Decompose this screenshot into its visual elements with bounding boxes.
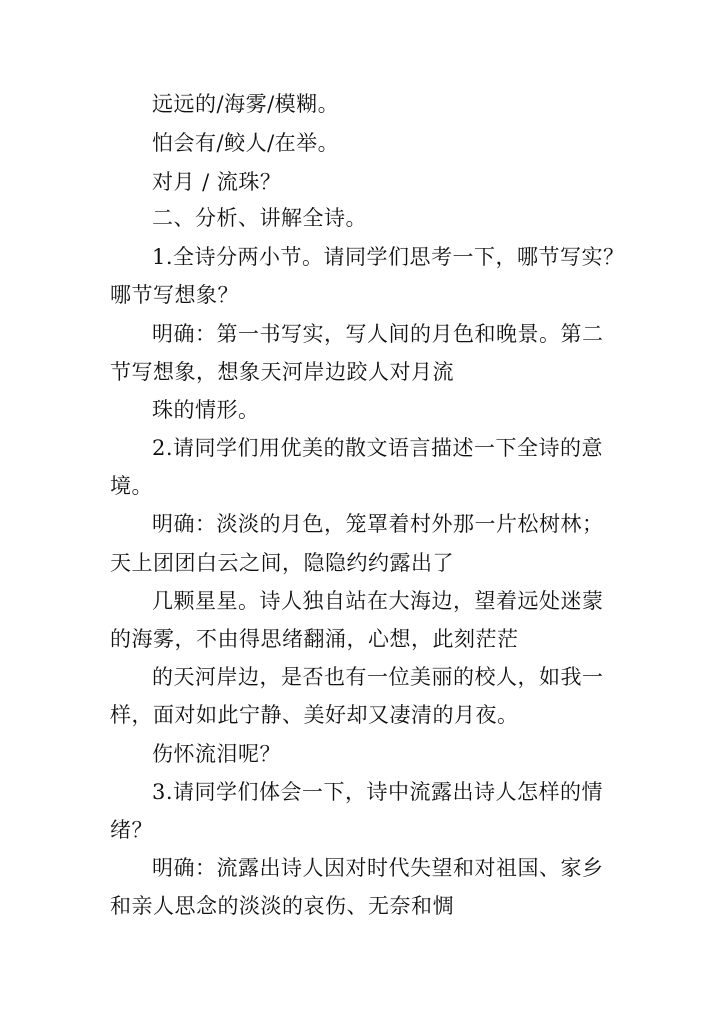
- question-line: 1.全诗分两小节。请同学们思考一下，哪节写实？: [152, 245, 625, 269]
- question-line: 绪？: [110, 818, 153, 842]
- answer-line: 节写想象，想象天河岸边跤人对月流: [110, 360, 454, 384]
- answer-line: 的天河岸边，是否也有一位美丽的校人，如我一: [152, 665, 604, 689]
- text-line: 怕会有/鲛人/在举。: [152, 131, 340, 155]
- question-line: 哪节写想象？: [110, 283, 239, 307]
- question-line: 境。: [110, 474, 153, 498]
- answer-line: 样，面对如此宁静、美好却又凄清的月夜。: [110, 703, 519, 727]
- answer-line: 的海雾，不由得思绪翻涌，心想，此刻茫茫: [110, 627, 519, 651]
- answer-line: 和亲人思念的淡淡的哀伤、无奈和惆: [110, 894, 454, 918]
- question-line: 2.请同学们用优美的散文语言描述一下全诗的意: [152, 436, 604, 460]
- answer-line: 明确：淡淡的月色，笼罩着村外那一片松树林；: [152, 512, 604, 536]
- answer-line: 明确：第一书写实，写人间的月色和晚景。第二: [152, 322, 604, 346]
- answer-line: 伤怀流泪呢？: [152, 742, 281, 766]
- answer-line: 明确：流露出诗人因对时代失望和对祖国、家乡: [152, 856, 604, 880]
- answer-line: 天上团团白云之间，隐隐约约露出了: [110, 551, 454, 575]
- section-heading: 二、分析、讲解全诗。: [152, 206, 367, 230]
- answer-line: 几颗星星。诗人独自站在大海边，望着远处迷蒙: [152, 589, 604, 613]
- question-line: 3.请同学们体会一下，诗中流露出诗人怎样的情: [152, 780, 604, 804]
- answer-line: 珠的情形。: [152, 398, 260, 422]
- text-line: 远远的/海雾/模糊。: [152, 92, 340, 116]
- text-line: 对月 / 流珠？: [152, 170, 282, 194]
